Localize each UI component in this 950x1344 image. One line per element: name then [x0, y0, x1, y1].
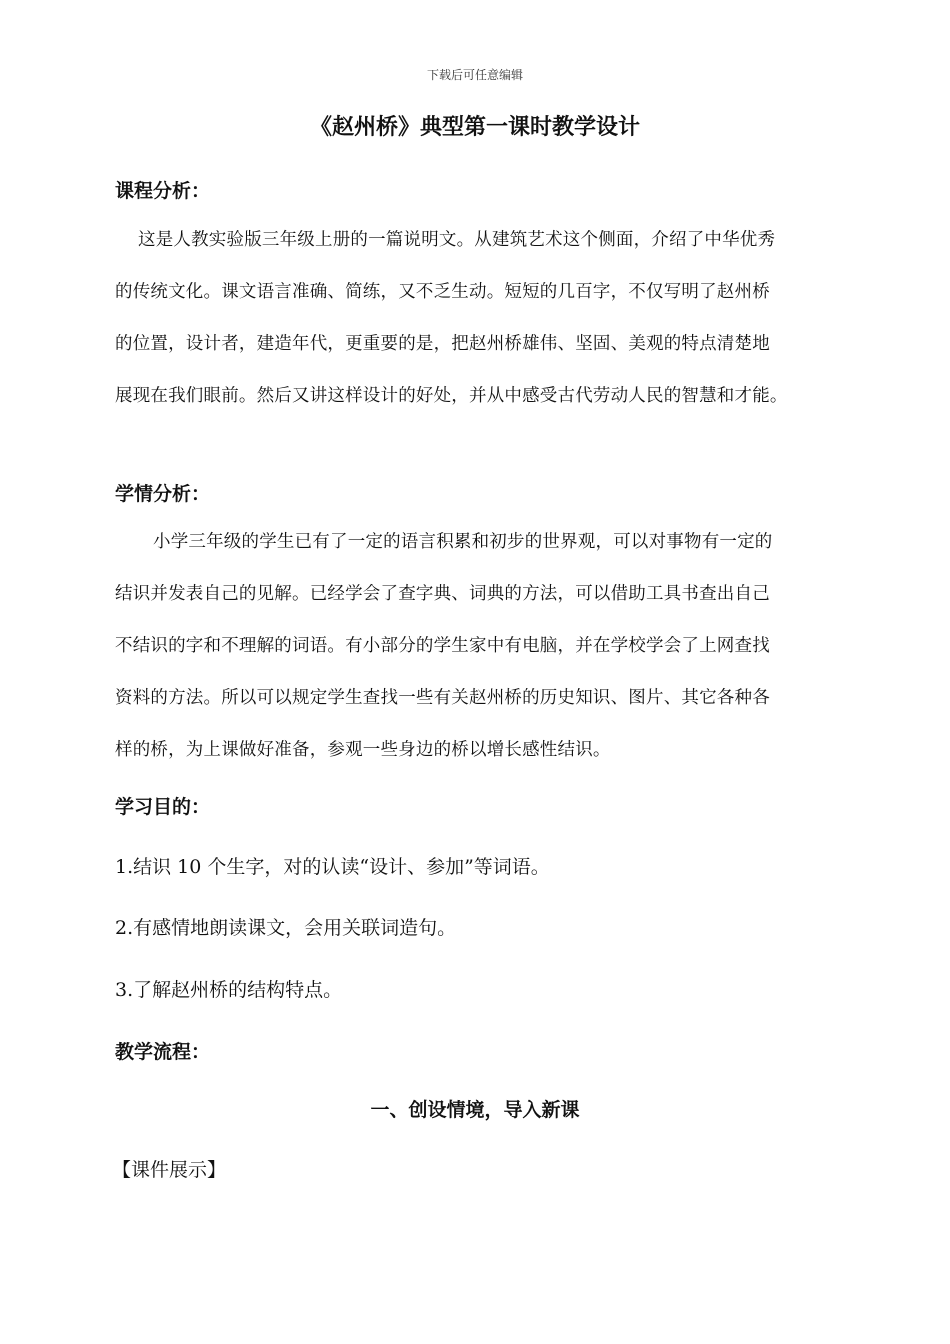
learning-goal-item: 1.结识 10 个生字，对的认读“设计、参加”等词语。	[115, 856, 550, 878]
learning-goals-heading: 学习目的：	[115, 796, 211, 818]
header-note: 下载后可任意编辑	[426, 68, 523, 82]
document-title: 《赵州桥》典型第一课时教学设计	[309, 115, 640, 140]
teaching-step-heading: 一、创设情境，导入新课	[370, 1099, 580, 1121]
teaching-process-heading: 教学流程：	[115, 1041, 211, 1063]
student-analysis-line: 结识并发表自己的见解。已经学会了查字典、词典的方法，可以借助工具书查出自己	[115, 584, 770, 604]
course-analysis-line: 这是人教实验版三年级上册的一篇说明文。从建筑艺术这个侧面，介绍了中华优秀	[138, 230, 776, 250]
student-analysis-line: 不结识的字和不理解的词语。有小部分的学生家中有电脑，并在学校学会了上网查找	[115, 636, 770, 656]
courseware-label: 【课件展示】	[112, 1159, 227, 1181]
learning-goal-item: 2.有感情地朗读课文，会用关联词造句。	[115, 917, 457, 939]
course-analysis-line: 的传统文化。课文语言准确、简练，又不乏生动。短短的几百字，不仅写明了赵州桥	[115, 282, 770, 302]
course-analysis-line: 的位置，设计者，建造年代，更重要的是，把赵州桥雄伟、坚固、美观的特点清楚地	[115, 334, 770, 354]
student-analysis-line: 小学三年级的学生已有了一定的语言积累和初步的世界观，可以对事物有一定的	[153, 532, 773, 552]
course-analysis-heading: 课程分析：	[115, 180, 211, 202]
learning-goal-item: 3.了解赵州桥的结构特点。	[115, 979, 343, 1001]
student-analysis-line: 资料的方法。所以可以规定学生查找一些有关赵州桥的历史知识、图片、其它各种各	[115, 688, 770, 708]
student-analysis-line: 样的桥，为上课做好准备，参观一些身边的桥以增长感性结识。	[115, 740, 611, 760]
student-analysis-heading: 学情分析：	[115, 483, 211, 505]
course-analysis-line: 展现在我们眼前。然后又讲这样设计的好处，并从中感受古代劳动人民的智慧和才能。	[115, 386, 788, 406]
